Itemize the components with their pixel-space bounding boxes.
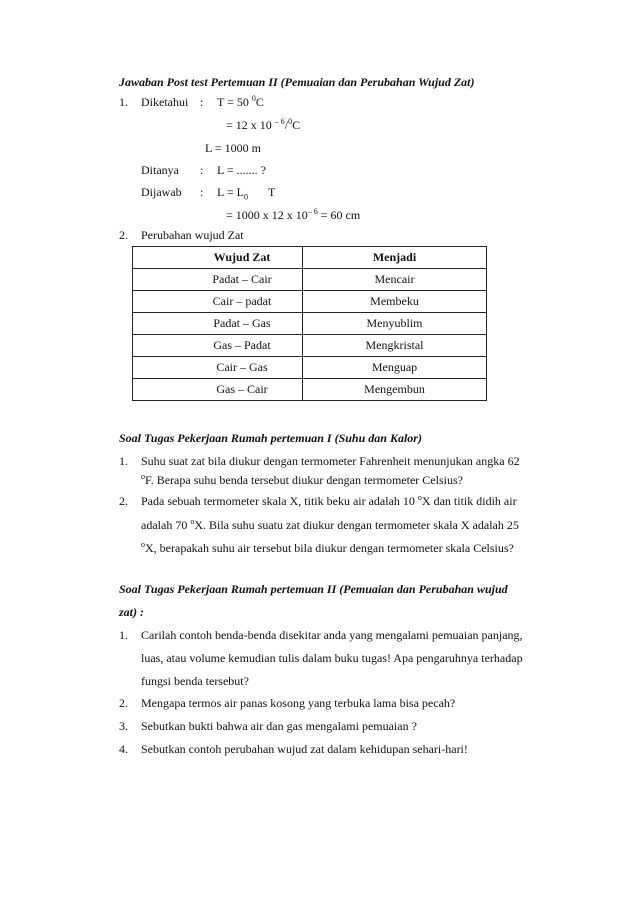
table-row (133, 313, 487, 335)
hw1-item1-line1: Suhu suat zat bila diukur dengan termometer Fahrenheit menunjukan angka 62 (141, 454, 520, 468)
state-change-table (132, 246, 487, 401)
table-spacer (133, 247, 183, 269)
given-temperature: T = 50 $^0$C (217, 94, 264, 109)
table-cell: Mengembun (303, 379, 487, 401)
hw2-item1-line1: Carilah contoh benda-benda disekitar anda yang mengalami pemuaian panjang, (141, 628, 523, 642)
table-cell: Mencair (303, 269, 487, 291)
table-spacer (133, 291, 183, 313)
q2-number: 2. (119, 228, 128, 242)
hw2-item1-number: 1. (119, 628, 128, 642)
q2-title: Perubahan wujud Zat (141, 228, 244, 242)
hw1-item1-number: 1. (119, 454, 128, 468)
table-cell: Membeku (303, 291, 487, 313)
hw1-item1-line2: $^o$F. Berapa suhu benda tersebut diukur dengan termometer Celsius? (141, 472, 463, 487)
table-row (133, 379, 487, 401)
table-spacer (133, 313, 183, 335)
hw2-item1-line3: fungsi benda tersebut? (141, 674, 249, 688)
hw1-item2-number: 2. (119, 494, 128, 508)
dijawab-colon: : (200, 185, 204, 199)
table-cell: Gas – Padat (182, 335, 303, 357)
table-cell: Padat – Cair (182, 269, 303, 291)
table-spacer (133, 335, 183, 357)
answer-title: Jawaban Post test Pertemuan II (Pemuaian dan Perubahan Wujud Zat) (119, 75, 475, 89)
dijawab-t: T (268, 185, 276, 199)
ditanya-label: Ditanya (141, 163, 179, 177)
hw2-item2-line1: Mengapa termos air panas kosong yang terbuka lama bisa pecah? (141, 696, 456, 710)
given-alpha: = 12 x 10 $^{- 6}$/$^0$C (226, 117, 301, 132)
dijawab-formula: $L = L_0$ (217, 185, 248, 202)
table-header-row (133, 247, 487, 269)
header-wujud-zat: Wujud Zat (182, 247, 303, 269)
table-cell: Mengkristal (303, 335, 487, 357)
table-row (133, 291, 487, 313)
table-cell: Menguap (303, 357, 487, 379)
q1-number: 1. (119, 95, 128, 109)
hw2-item2-number: 2. (119, 696, 128, 710)
hw1-item2-line3: $^o$X, berapakah suhu air tersebut bila diukur dengan termometer skala Celsius? (141, 540, 514, 555)
header-menjadi: Menjadi (303, 247, 487, 269)
hw2-title-line1: Soal Tugas Pekerjaan Rumah pertemuan II (Pemuaian dan Perubahan wujud (119, 582, 508, 596)
table-cell: Gas – Cair (182, 379, 303, 401)
hw1-title: Soal Tugas Pekerjaan Rumah pertemuan I (Suhu dan Kalor) (119, 431, 422, 445)
table-cell: Cair – padat (182, 291, 303, 313)
diketahui-colon: : (200, 95, 204, 109)
ditanya-value: L = ....... ? (217, 163, 266, 177)
table-row (133, 357, 487, 379)
hw1-item2-line2: adalah 70 $^o$X. Bila suhu suatu zat diukur dengan termometer skala X adalah 25 (141, 517, 519, 532)
table-cell: Cair – Gas (182, 357, 303, 379)
table-row (133, 269, 487, 291)
table-cell: Padat – Gas (182, 313, 303, 335)
table-spacer (133, 357, 183, 379)
table-spacer (133, 379, 183, 401)
table-row (133, 335, 487, 357)
given-length: L = 1000 m (205, 141, 261, 155)
hw2-item4-line1: Sebutkan contoh perubahan wujud zat dalam kehidupan sehari-hari! (141, 742, 468, 756)
hw1-item2-line1: Pada sebuah termometer skala X, titik beku air adalah 10 $^o$X dan titik didih air (141, 493, 517, 508)
table-spacer (133, 269, 183, 291)
result: = 1000 x 12 x $10^{- 6} = 60$ cm (226, 207, 361, 222)
dijawab-label: Dijawab (141, 185, 182, 199)
ditanya-colon: : (200, 163, 204, 177)
hw2-item4-number: 4. (119, 742, 128, 756)
diketahui-label: Diketahui (141, 95, 189, 109)
hw2-item3-line1: Sebutkan bukti bahwa air dan gas mengalami pemuaian ? (141, 719, 417, 733)
hw2-item3-number: 3. (119, 719, 128, 733)
table-cell: Menyublim (303, 313, 487, 335)
hw2-title-line2: zat) : (119, 605, 144, 619)
hw2-item1-line2: luas, atau volume kemudian tulis dalam buku tugas! Apa pengaruhnya terhadap (141, 651, 523, 665)
